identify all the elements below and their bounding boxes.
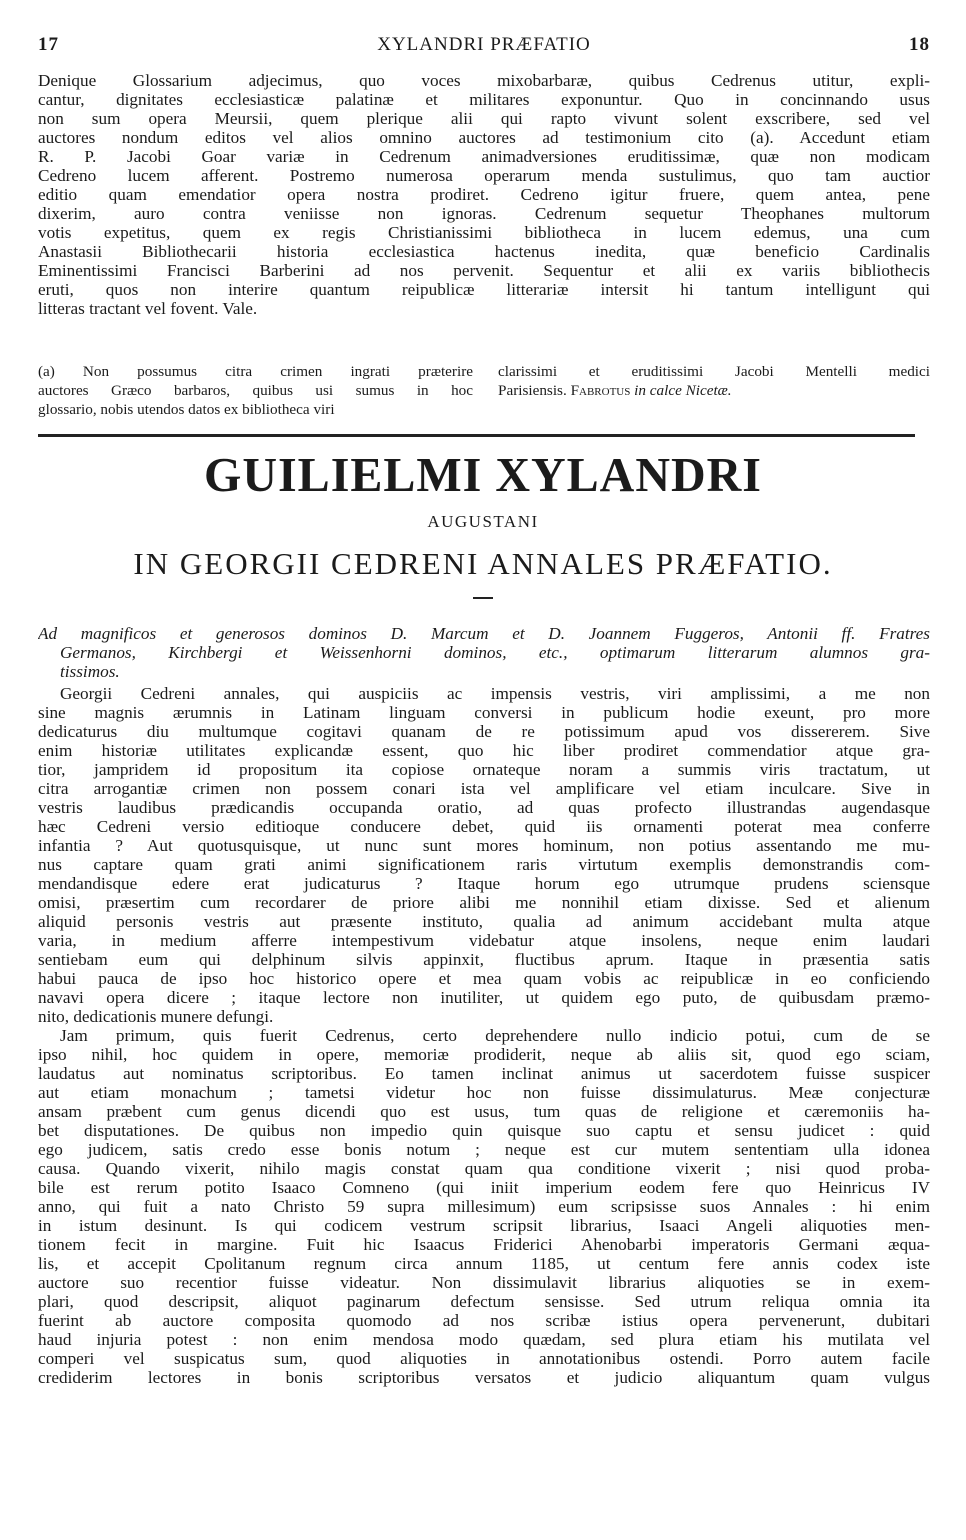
page-number-left: 17 <box>38 34 59 55</box>
dedication-line: Ad magnificos et generosos dominos D. Marcum et D. Joannem Fuggeros, Antonii ff. Fratres <box>38 624 930 643</box>
dedication-line: Germanos, Kirchbergi et Weissenhorni dominos, etc., optimarum litterarum alumnos gra- <box>60 643 930 662</box>
footnote-right-column <box>498 362 930 400</box>
text-line: omisi, præsertim cum recordarer de priore alibi me nonnihil etiam dixisse. Sed et alienum <box>38 893 930 912</box>
text-line: crediderim lectores in bonis scriptoribus versatos et judicio aliquantum quam vulgus <box>38 1368 930 1387</box>
text-line: comperi vel suspicatus sum, quod aliquoties in annotationibus ostendi. Porro autem facile <box>38 1349 930 1368</box>
text-line: Georgii Cedreni annales, qui auspiciis ac impensis vestris, viri amplissimi, a me non <box>60 684 930 703</box>
text-line: aut etiam monachum ; tametsi videtur hoc non fuisse dissimulaturus. Meæ conjecturæ <box>38 1083 930 1102</box>
text-line: litteras tractant vel fovent. Vale. <box>38 299 258 318</box>
text-line: sentiebam eum qui delphinum silvis appinxit, fluctibus aprum. Itaque in præsentia satis <box>38 950 930 969</box>
text-line: ipso nihil, hoc quidem in opere, memoriæ prodiderit, neque ab aliis sit, quod ego sciam, <box>38 1045 930 1064</box>
text-line: non sum opera Meursii, quem plerique alii qui rapto vivunt solent exscribere, sed vel <box>38 109 930 128</box>
text-line: infantia ? Aut quotusquisque, ut nunc sunt mores hominum, non potius assentando me mu- <box>38 836 930 855</box>
text-line: citra arrogantiæ crimen non possem conari ista vel amplificare vel etiam inculcare. Sive in <box>38 779 930 798</box>
text-line: Denique Glossarium adjecimus, quo voces mixobarbaræ, quibus Cedrenus utitur, expli- <box>38 71 930 90</box>
footnote <box>38 362 930 422</box>
dedication-line: tissimos. <box>60 662 120 681</box>
text-line: mendandisque edere erat judicaturus ? Itaque horum ego utrumque prudens sciensque <box>38 874 930 893</box>
footnote-line: glossario, nobis utendos datos ex bibliotheca viri <box>38 401 335 418</box>
text-line: cantur, dignitates ecclesiasticæ palatinæ et militares exponuntur. Quo in concinnando usus <box>38 90 930 109</box>
running-head <box>38 34 930 58</box>
text-line: Cedreno lucem afferent. Postremo numerosa operarum menda sustulimus, quo tam auctior <box>38 166 930 185</box>
text-line: nito, dedicationis munere defungi. <box>38 1007 274 1026</box>
footnote-source: in calce Nicetæ. <box>634 382 732 399</box>
text-line: in istum desinunt. Is qui codicem vestrum scripsit librarius, Isaaci Angeli aliquoties men- <box>38 1216 930 1235</box>
text-line: ego judicem, satis credo esse bonis notum ; neque est cur mutem sententiam ulla idonea <box>38 1140 930 1159</box>
text-line: tionem fecit in margine. Fuit hic Isaacus Friderici Ahenobarbi imperatoris Germani æqua- <box>38 1235 930 1254</box>
text-line: navavi opera dicere ; itaque lectore non inutiliter, ut quidem ego puto, de quibusdam præmo- <box>38 988 930 1007</box>
footnote-signature: Fabrotus <box>570 382 631 399</box>
text-line: auctores nondum editos vel alios omnino auctores ad testimonium cito (a). Accedunt etiam <box>38 128 930 147</box>
text-line: causa. Quando vixerit, nihilo magis constat quam qua conditione vixerit ; nisi quod proba- <box>38 1159 930 1178</box>
footnote-line: clarissimi et eruditissimi Jacobi Mentelli medici <box>498 363 930 380</box>
text-line: enim historiæ utilitates explicandæ essent, quo hic liber prodiret commendatior atque gra- <box>38 741 930 760</box>
footnote-line-text: Parisiensis. <box>498 382 567 399</box>
text-line: fuerint ab auctore composita quomodo ad nos scribæ istius opera pervenerunt, dubitari <box>38 1311 930 1330</box>
section-heading: IN GEORGII CEDRENI ANNALES PRÆFATIO. <box>133 546 833 581</box>
text-line: bet disputationes. De quibus non impedio quin quisque suo captu et sensu judicet : quid <box>38 1121 930 1140</box>
text-line: anno, qui fuit a nato Christo 59 supra millesimum) eum scripsisse suos Annales : hi enim <box>38 1197 930 1216</box>
text-line: varia, in medium afferre intempestivum videbatur atque insolens, neque enim laudari <box>38 931 930 950</box>
intro-paragraph <box>38 71 930 318</box>
running-title: XYLANDRI PRÆFATIO <box>377 34 591 55</box>
text-line: dedicaturus diu multumque cogitavi quanam de re potissimum apud vos dissererem. Sive <box>38 722 930 741</box>
text-line: aliquid personis vestris aut præsente instituto, qualia ad animum accidebant multa atque <box>38 912 930 931</box>
text-line: editio quam emendatior opera nostra prodiret. Cedreno igitur fruere, quem antea, pene <box>38 185 930 204</box>
text-line: Anastasii Bibliothecarii historia ecclesiastica hactenus inedita, quæ beneficio Cardinalis <box>38 242 930 261</box>
text-line: bile est rerum potito Isaaco Comneno (qui iniit imperium eodem fere quo Heinricus IV <box>38 1178 930 1197</box>
footnote-line: auctores Græco barbaros, quibus usi sumus in hoc <box>38 382 473 399</box>
footnote-line <box>498 381 930 400</box>
text-line: votis expetitus, quem ex regis Christianissimi bibliotheca in lucem edemus, una cum <box>38 223 930 242</box>
text-line: plari, quod descripsit, aliquot paginarum defectum sensisse. Sed utrum reliqua omnia ita <box>38 1292 930 1311</box>
footnote-left-column <box>38 362 473 419</box>
text-line: eruti, quos non interire quantum reipublicæ litterariæ intersit hi tantum intelligunt qui <box>38 280 930 299</box>
text-line: Jam primum, quis fuerit Cedrenus, certo deprehendere nullo indicio potui, cum de se <box>60 1026 930 1045</box>
text-line: laudatus aut nominatus scriptoribus. Eo tamen inclinat animus ut sacerdotem fuisse suspicer <box>38 1064 930 1083</box>
subtitle: AUGUSTANI <box>427 512 539 531</box>
page-number-right: 18 <box>909 34 930 55</box>
text-line: vestris laudibus prædicandis occupanda oratio, ad quas profecto illustrandas augendasque <box>38 798 930 817</box>
text-line: sine magnis ærumnis in Latinam linguam conversi in publicum hodie exeunt, pro more <box>38 703 930 722</box>
dedication <box>38 624 930 681</box>
text-line: tior, jampridem id propositum ita copiose ornateque noram a summis viris tractatum, ut <box>38 760 930 779</box>
text-line: lis, et accepit Cpolitanum regnum circa annum 1185, ut centum fere annis codex iste <box>38 1254 930 1273</box>
text-line: hæc Cedreni versio editioque conducere debet, quid iis ornamenti poterat mea conferre <box>38 817 930 836</box>
text-line: R. P. Jacobi Goar variæ in Cedrenum animadversiones eruditissimæ, quæ non modicam <box>38 147 930 166</box>
text-line: dixerim, auro contra veniisse non ignoras. Cedrenum sequetur Theophanes multorum <box>38 204 930 223</box>
main-title: GUILIELMI XYLANDRI <box>204 447 762 502</box>
text-line: nus captare quam grati animi significationem raris virtutum exemplis demonstrandis com- <box>38 855 930 874</box>
title-dash <box>473 597 493 599</box>
footnote-line: (a) Non possumus citra crimen ingrati præterire <box>38 363 473 380</box>
text-line: ansam præbent cum genus dicendi quo est usus, tum quas de religione et cæremoniis ha- <box>38 1102 930 1121</box>
text-line: haud injuria potest : non enim mendosa modo quædam, sed plura etiam his mutilata vel <box>38 1330 930 1349</box>
body-paragraph-three <box>38 1026 930 1387</box>
body-paragraph-two <box>38 684 930 1026</box>
text-line: habui pauca de ipso hoc historico opere et mea quam vobis ac reipublicæ in eo conficiendo <box>38 969 930 988</box>
text-line: auctore suo recentior fuisse videatur. Non dissimulavit librarius aliquoties se in exem- <box>38 1273 930 1292</box>
section-rule <box>38 434 915 437</box>
text-line: Eminentissimi Francisci Barberini ad nos pervenit. Sequentur et alii ex variis bibliothecis <box>38 261 930 280</box>
